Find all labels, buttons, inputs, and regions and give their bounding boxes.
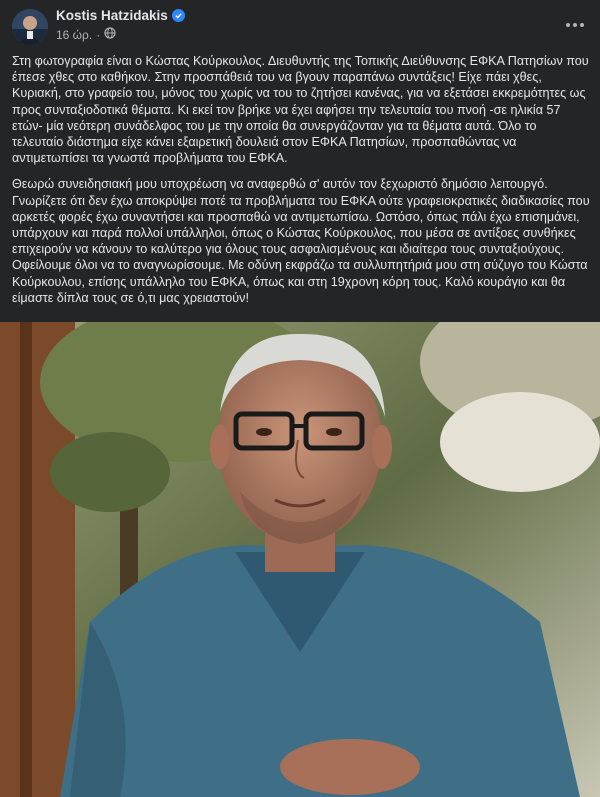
portrait-photo: [0, 322, 600, 797]
more-options-icon[interactable]: [560, 10, 590, 40]
post-photo[interactable]: [0, 322, 600, 797]
avatar[interactable]: [12, 9, 48, 45]
avatar-image: [12, 9, 48, 45]
globe-icon: [104, 27, 116, 42]
post-paragraph-1: Στη φωτογραφία είναι ο Κώστας Κούρκουλος. Διευθυντής της Τοπικής Διεύθυνσης ΕΦΚΑ Πατησίων που έπεσε χθες στο καθήκον. Στην προσπάθειά του να βγουν παραπάνω συντάξεις! Είχε πάει χθες, Κυριακή, στο γραφείο του, μόνος του χωρίς να του το ζητήσει κανένας, για να εξετάσει εκκρεμότητες ως προς συνταξιοδοτικά θέματα. Κι εκεί τον βρήκε να έχει αφήσει την τελευταία του πνοή -σε ηλικία 57 ετών- μία νεότερη συνάδελφος του με την οποία θα συνεργάζονταν για τα θέματα αυτά. Όλο το τελευταίο διάστημα είχε κάνει εξαιρετική δουλειά στον ΕΦΚΑ Πατησίων, προσπαθώντας να αντιμετωπίσει τα γνωστά προβλήματα του ΕΦΚΑ.: [12, 54, 589, 166]
author-name[interactable]: Kostis Hatzidakis: [56, 8, 168, 23]
separator-dot: ·: [96, 27, 101, 42]
post-time[interactable]: 16 ώρ.: [56, 27, 93, 42]
post-header: [0, 0, 600, 50]
post-meta: [56, 27, 116, 42]
author-row: [56, 8, 185, 23]
verified-badge-icon: [172, 9, 185, 22]
post-paragraph-2: Θεωρώ συνειδησιακή μου υποχρέωση να αναφερθώ σ' αυτόν τον ξεχωριστό δημόσιο λειτουργό. Γνωρίζετε ότι δεν έχω αποκρύψει ποτέ τα προβλήματα του ΕΦΚΑ ούτε γραφειοκρατικές διαδικασίες που αρκετές φορές έχω συναντήσει και προσπαθώ να αντιμετωπίσω. Ωστόσο, όπως πάλι έχω επισημάνει, υπάρχουν και παρά πολλοί υπάλληλοι, όπως ο Κώστας Κούρκουλος, που μέσα σε αντίξοες συνθήκες επιχειρούν να κάνουν το καλύτερο για όλους τους ασφαλισμένους και ιδιαίτερα τους συνταξιούχους. Οφείλουμε όλοι να το αναγνωρίσουμε. Με οδύνη εκφράζω τα συλλυπητήριά μου στη σύζυγο του Κώστα Κούρκουλου, επίσης υπάλληλο του ΕΦΚΑ, όπως και στη 19χρονη κόρη τους. Καλό κουράγιο και θα είμαστε δίπλα τους σε ό,τι μας χρειαστούν!: [12, 177, 590, 305]
post-text: [12, 53, 590, 316]
